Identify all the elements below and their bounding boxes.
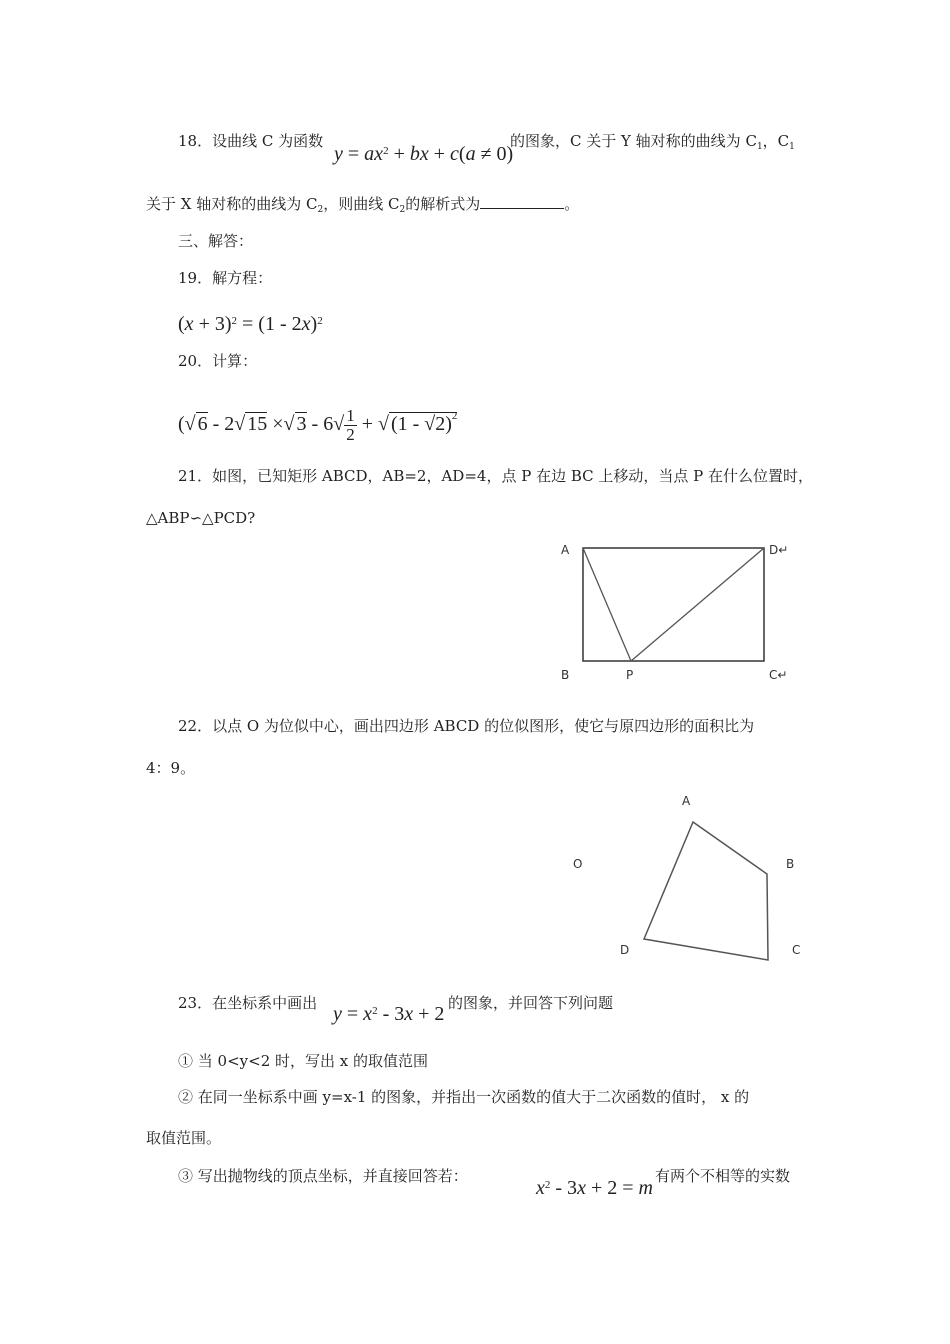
q21-number: 21． <box>178 467 213 485</box>
label-a: A <box>561 543 570 557</box>
q23-prompt-suffix: 的图象，并回答下列问题 <box>448 994 614 1012</box>
label-d: D↵ <box>769 543 789 557</box>
q22-number: 22． <box>178 717 213 735</box>
q23-formula: $y = x^2 - 3x + 2$ <box>333 1003 445 1025</box>
q21-line2: △ABP∽△PCD? <box>146 509 256 527</box>
q18-text-a: 设曲线 C 为函数 <box>212 132 324 150</box>
segment-ap <box>583 548 631 661</box>
q20-prompt <box>178 351 257 371</box>
q22-line2: 4：9。 <box>146 759 196 777</box>
q23-prompt-prefix <box>178 993 317 1013</box>
q19-equation: $(x + 3)^2 = (1 - 2x)^2$ <box>178 313 323 335</box>
q18-line2-a: 关于 X 轴对称的曲线为 C <box>146 195 318 213</box>
q18-line2-end: 。 <box>564 195 580 213</box>
segment-pd <box>631 548 764 661</box>
q18-line2-b: ，则曲线 C <box>323 195 400 213</box>
label-b: B <box>561 668 570 682</box>
q18-text-b: 的图象，C 关于 Y 轴对称的曲线为 C <box>510 132 757 150</box>
q18-line2-c: 的解析式为 <box>405 195 481 213</box>
q19-text: 解方程： <box>212 269 273 287</box>
q20-fraction: $\frac{1}{2}$ <box>346 406 355 444</box>
q23-item1: ① 当 0<y<2 时，写出 x 的取值范围 <box>178 1052 428 1070</box>
q20-number: 20． <box>178 352 213 370</box>
label-b: B <box>786 857 795 871</box>
q19-prompt <box>178 268 272 288</box>
label-o: O <box>573 857 583 871</box>
q23-text-a: 在坐标系中画出 <box>212 994 318 1012</box>
rectangle-abcd <box>583 548 764 661</box>
q18-number: 18． <box>178 132 213 150</box>
section3-heading: 三、解答： <box>178 232 254 250</box>
label-c: C <box>792 943 801 957</box>
q23-item3-formula: $x^2 - 3x + 2 = m$ <box>536 1177 653 1199</box>
q21-prompt <box>178 466 813 486</box>
q22-prompt <box>178 716 754 736</box>
q20-text: 计算： <box>212 352 258 370</box>
q18-text-c: ，C <box>762 132 790 150</box>
q19-number: 19． <box>178 269 213 287</box>
label-p: P <box>626 668 634 682</box>
label-a: A <box>682 794 691 808</box>
q18-answer-blank <box>480 194 564 209</box>
q23-item3-prefix: ③ 写出抛物线的顶点坐标，并直接回答若： <box>178 1167 468 1185</box>
q18-line1-prefix <box>178 131 323 151</box>
q21-text: 如图，已知矩形 ABCD，AB=2，AD=4，点 P 在边 BC 上移动，当点 P 在什么位置时， <box>212 467 814 485</box>
q23-item2: ② 在同一坐标系中画 y=x-1 的图象，并指出一次函数的值大于二次函数的值时， x 的 <box>178 1088 750 1106</box>
q20-expression: (√ 6 - 2√ 15 ×√ 3 - 6√ $\frac{1}{2}$ + √ (1 - √2)$^2$ <box>178 406 458 444</box>
q23-item3-suffix: 有两个不相等的实数 <box>655 1167 791 1185</box>
label-c: C↵ <box>769 668 788 682</box>
q18-line1-suffix: 的图象，C 关于 Y 轴对称的曲线为 $C_1$，$C_1$ <box>510 132 795 152</box>
quadrilateral-abcd <box>644 822 768 960</box>
q23-number: 23． <box>178 994 213 1012</box>
label-d: D <box>620 943 630 957</box>
q23-item2-cont: 取值范围。 <box>146 1129 222 1147</box>
q18-line2: 关于 X 轴对称的曲线为 $C_2$，则曲线 $C_2$的解析式为 。 <box>146 195 580 215</box>
q22-text: 以点 O 为位似中心，画出四边形 ABCD 的位似图形，使它与原四边形的面积比为 <box>212 717 755 735</box>
q18-formula: $y = ax^2$ + bx + c(a ≠ 0) <box>334 143 514 165</box>
